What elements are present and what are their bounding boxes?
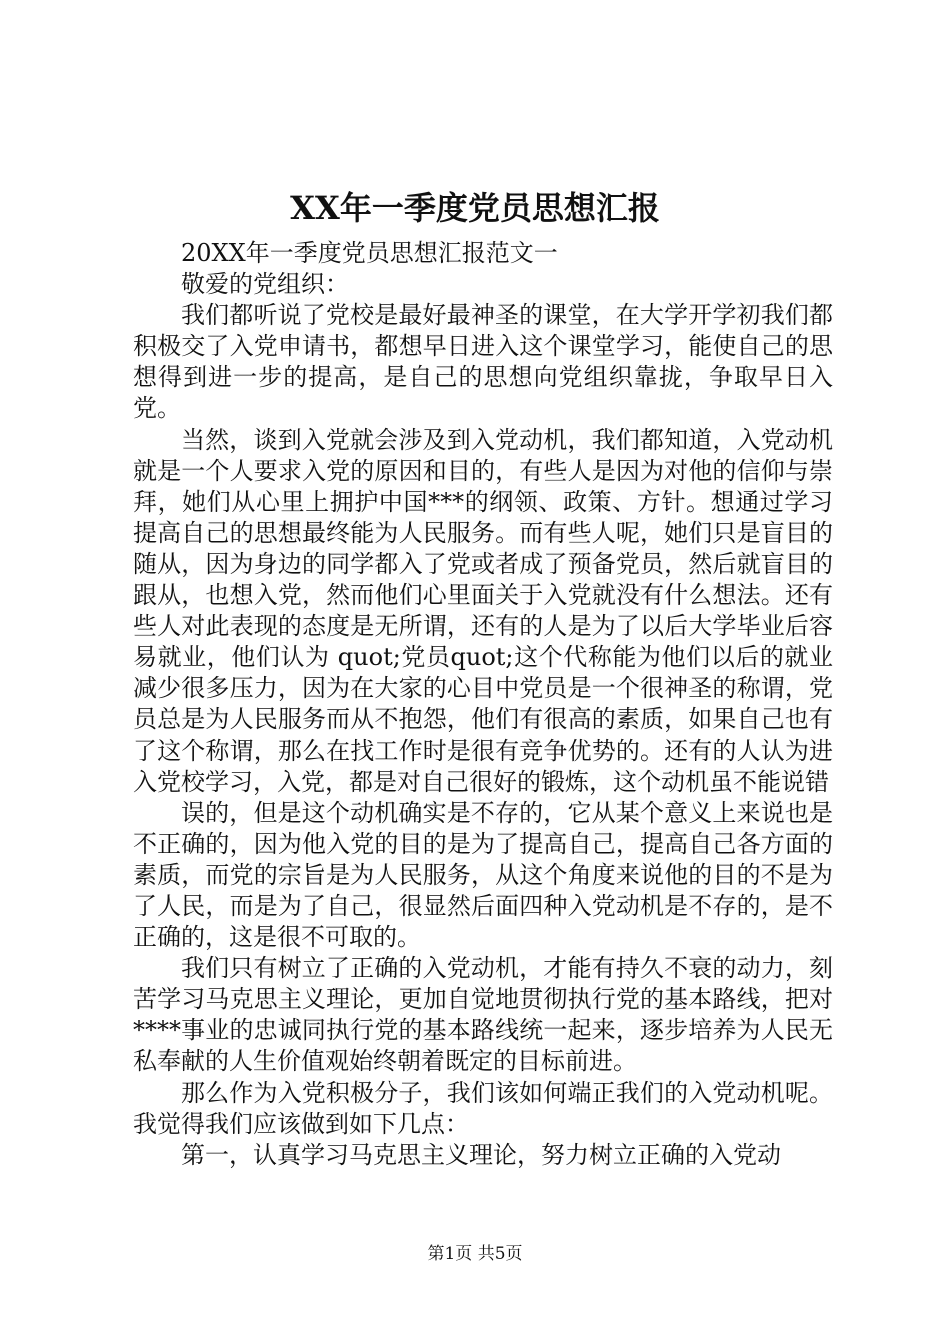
page-number-footer: 第1页 共5页	[427, 1244, 523, 1264]
paragraph: 我们只有树立了正确的入党动机，才能有持久不衰的动力，刻苦学习马克思主义理论，更加自觉地贯彻执行党的基本路线，把对****事业的忠诚同执行党的基本路线统一起来，逐步培养为人民无私奉献的人生价值观始终朝着既定的目标前进。	[133, 954, 833, 1076]
paragraph-salutation: 敬爱的党组织：	[181, 270, 349, 299]
paragraph: 我们都听说了党校是最好最神圣的课堂，在大学开学初我们都积极交了入党申请书，都想早日进入这个课堂学习，能使自己的思想得到进一步的提高，是自己的思想向党组织靠拢，争取早日入党。	[133, 301, 833, 423]
paragraph: 当然，谈到入党就会涉及到入党动机，我们都知道，入党动机就是一个人要求入党的原因和目的，有些人是因为对他的信仰与崇拜，她们从心里上拥护中国***的纲领、政策、方针。想通过学习提高自己的思想最终能为人民服务。而有些人呢，她们只是盲目的随从，因为身边的同学都入了党或者成了预备党员，然后就盲目的跟从，也想入党，然而他们心里面关于入党就没有什么想法。还有些人对此表现的态度是无所谓，还有的人是为了以后大学毕业后容易就业，他们认为 quot;党员quot;这个代称能为他们以后的就业减少很多压力，因为在大家的心目中党员是一个很神圣的称谓，党员总是为人民服务而从不抱怨，他们有很高的素质，如果自己也有了这个称谓，那么在找工作时是很有竞争优势的。还有的人认为进入党校学习，入党，都是对自己很好的锻炼，这个动机虽不能说错	[133, 425, 833, 796]
paragraph-subtitle: 20XX年一季度党员思想汇报范文一	[181, 239, 558, 267]
document-body	[133, 238, 833, 1171]
paragraph: 那么作为入党积极分子，我们该如何端正我们的入党动机呢。我觉得我们应该做到如下几点：	[133, 1078, 833, 1138]
paragraph: 误的，但是这个动机确实是不存的，它从某个意义上来说也是不正确的，因为他入党的目的是为了提高自己，提高自己各方面的素质，而党的宗旨是为人民服务，从这个角度来说他的目的不是为了人民，而是为了自己，很显然后面四种入党动机是不存的，是不正确的，这是很不可取的。	[133, 798, 833, 952]
document-title: XX年一季度党员思想汇报	[290, 189, 660, 227]
paragraph: 第一，认真学习马克思主义理论，努力树立正确的入党动	[181, 1140, 781, 1169]
